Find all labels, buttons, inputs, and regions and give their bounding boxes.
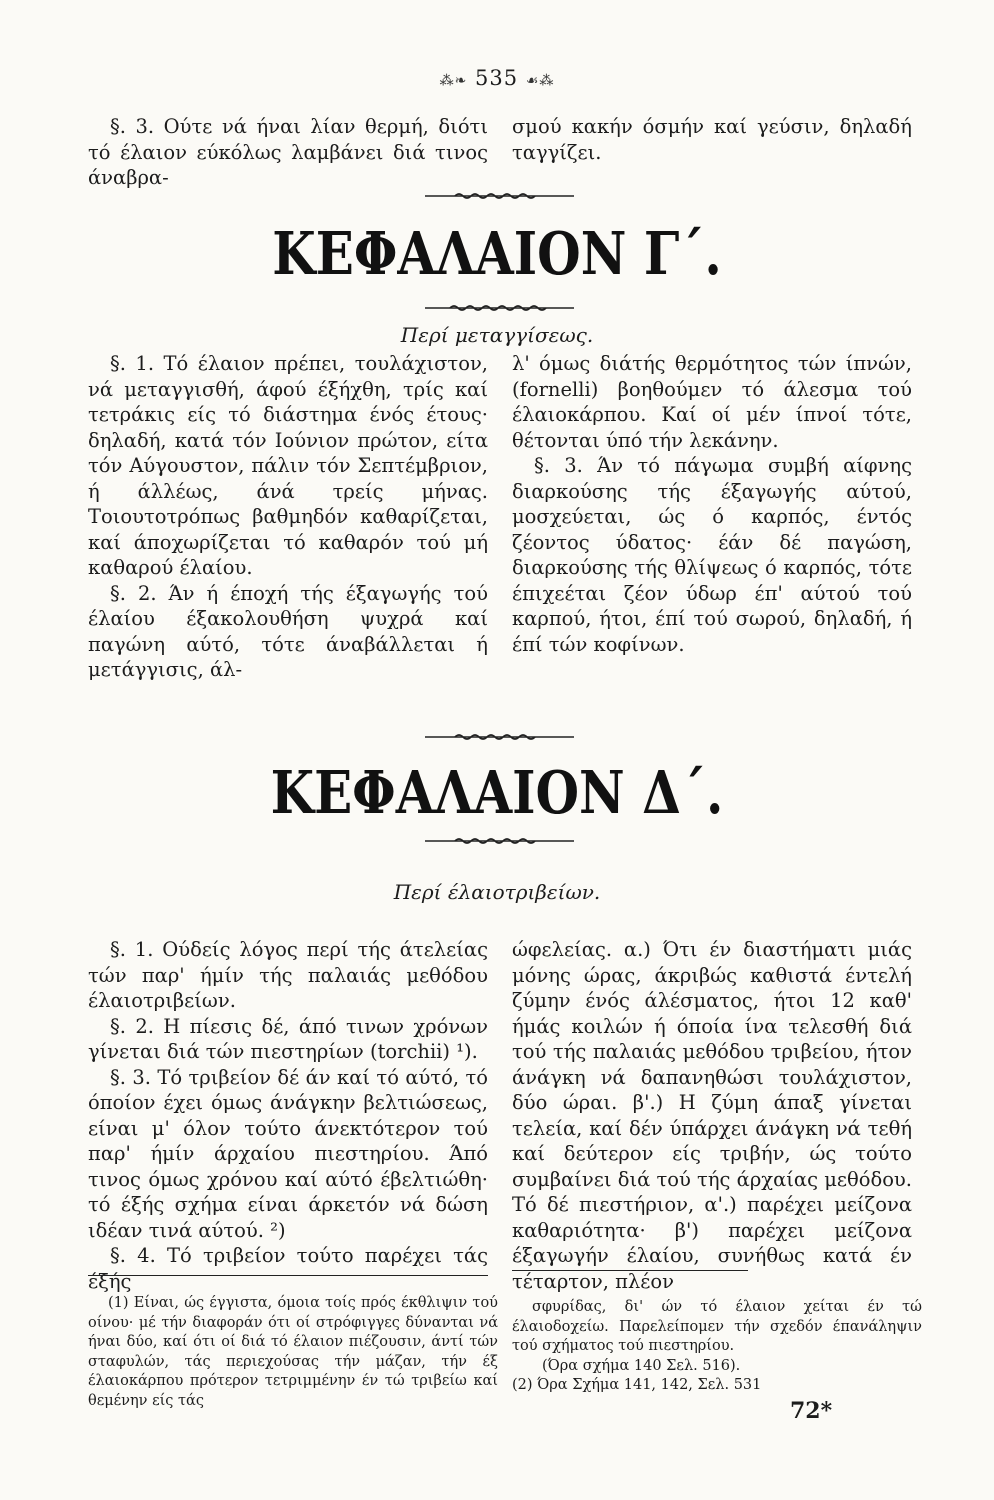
chapter-g-right-column xyxy=(512,351,912,657)
wavy-divider xyxy=(0,303,994,313)
paragraph: §. 2. Η πίεσις δέ, άπό τινων χρόνων γίνεται διά τών πιεστηρίων (torchii) ¹). xyxy=(88,1014,488,1063)
paragraph: ώφελείας. α.) Ότι έν διαστήματι μιάς μόνης ώρας, άκριβώς καθιστά έντελή ζύμην ένός άλέσματος, ήτοι 12 καθ' ήμάς κοιλών ή όποία ίνα τελεσθή διά τού τής παλαιάς μεθόδου τριβείου, ήτον άνάγκη νά δαπανηθώσι τουλάχιστον, δύο ώραι. β'.) Η ζύμη άπαξ γίνεται τελεία, καί δέν ύπάρχει άνάγκη νά τεθή καί δεύτερον είς τριβήν, ώς τούτο συμβαίνει διά τού τής άρχαίας μεθόδου. Τό δέ πιεστήριον, α'.) παρέχει μείζονα καθαριότητα· β') παρέχει μείζονα έξαγωγήν έλαίου, συνήθως κατά έν τέταρτον, πλέον xyxy=(512,938,912,1293)
footnote-divider xyxy=(512,1270,748,1271)
footnote-2: (2) Όρα Σχήμα 141, 142, Σελ. 531 xyxy=(512,1377,762,1393)
page-number: 535 xyxy=(475,66,519,90)
paragraph: §. 1. Ούδείς λόγος περί τής άτελείας τών παρ' ήμίν τής παλαιάς μεθόδου έλαιοτριβείων. xyxy=(88,938,488,1012)
paragraph: §. 4. Τό τριβείον τούτο παρέχει τάς έξής xyxy=(88,1244,488,1293)
footnote-divider xyxy=(88,1275,488,1276)
footnote-continuation: σφυρίδας, δι' ών τό έλαιον χείται έν τώ έλαιοδοχείω. Παρελείπομεν τήν σχεδόν έπανάληψιν τού σχήματος τού πιεστηρίου. xyxy=(512,1299,922,1354)
paragraph: §. 3. Τό τριβείον δέ άν καί τό αύτό, τό όποίον έχει όμως άνάγκην βελτιώσεως, είναι μ' όλον τούτο άνεκτότερον τού παρ' ήμίν άρχαίου πιεστηρίου. Άπό τινος όμως χρόνου καί αύτό έβελτιώθη· τό έξής σχήμα είναι άρκετόν νά δώση ιδέαν τινά αύτού. ²) xyxy=(88,1065,488,1242)
wavy-divider xyxy=(0,732,994,742)
ornament-right-icon: ☙⁂ xyxy=(525,73,555,89)
ornament-left-icon: ⁂❧ xyxy=(439,73,468,89)
paragraph: λ' όμως διάτής θερμότητος τών ίπνών, (fornelli) βοηθούμεν τό άλεσμα τού έλαιοκάρπου. Καί οί μέν ίπνοί τότε, θέτονται ύπό τήν λεκάνην. xyxy=(512,352,912,452)
top-right-column xyxy=(512,114,912,165)
paragraph: σμού κακήν όσμήν καί γεύσιν, δηλαδή ταγγίζει. xyxy=(512,115,912,164)
top-left-column xyxy=(88,114,488,191)
chapter-subtitle-g: Περί μεταγγίσεως. xyxy=(400,323,594,347)
paragraph: §. 1. Τό έλαιον πρέπει, τουλάχιστον, νά μεταγγισθή, άφού έξήχθη, τρίς καί τετράκις είς τό διάστημα ένός έτους· δηλαδή, κατά τόν Ιούνιον πρώτον, είτα τόν Αύγουστον, πάλιν τόν Σεπτέμβριον, ή άλλέως, άνά τρείς μήνας. Τοιουτοτρόπως βαθμηδόν καθαρίζεται, καί άποχωρίζεται τό καθαρόν τού μή καθαρού έλαίου. xyxy=(88,352,488,579)
footnote-right xyxy=(512,1298,922,1396)
printer-signature: 72* xyxy=(790,1398,833,1424)
chapter-heading-d: ΚΕΦΑΛΑΙΟΝ Δ΄. xyxy=(270,757,724,828)
paragraph: §. 2. Άν ή έποχή τής έξαγωγής τού έλαίου έξακολουθήση ψυχρά καί παγώνη αύτό, τότε άναβάλλεται ή μετάγγισις, άλ- xyxy=(88,581,488,681)
chapter-g-left-column xyxy=(88,351,488,683)
footnote-left xyxy=(88,1294,498,1411)
chapter-subtitle-d: Περί έλαιοτριβείων. xyxy=(393,880,601,904)
wavy-divider xyxy=(0,836,994,846)
wavy-divider xyxy=(0,191,994,201)
paragraph: §. 3. Ούτε νά ήναι λίαν θερμή, διότι τό έλαιον εύκόλως λαμβάνει διά τινος άναβρα- xyxy=(88,115,488,189)
chapter-d-left-column xyxy=(88,937,488,1294)
footnote-reference: (Όρα σχήμα 140 Σελ. 516). xyxy=(542,1357,741,1374)
footnote-1: (1) Είναι, ώς έγγιστα, όμοια τοίς πρός έκθλιψιν τού οίνου· μέ τήν διαφοράν ότι οί στρόφιγγες δύνανται νά ήναι δύο, καί ότι οί διά τό έλαιον πιέζουσιν, άντί τών σταφυλών, τάς περιεχούσας τήν μάζαν, τήν έξ έλαιοκάρπου πρότερον τετριμμένην έν τώ τριβείω καί θεμένην είς τάς xyxy=(88,1295,498,1409)
page-number-line xyxy=(0,66,994,90)
chapter-d-right-column xyxy=(512,937,912,1294)
paragraph: §. 3. Άν τό πάγωμα συμβή αίφνης διαρκούσης τής έξαγωγής αύτού, μοσχεύεται, ώς ό καρπός, έντός ζέοντος ύδατος· έάν δέ παγώση, διαρκούσης τής θλίψεως ό καρπός, τότε έπιχεέται ζέον ύδωρ έπ' αύτού τού καρπού, ήτοι, έπί τού σωρού, δηλαδή, ή έπί τών κοφίνων. xyxy=(512,454,912,656)
chapter-heading-g: ΚΕΦΑΛΑΙΟΝ Γ΄. xyxy=(272,218,722,289)
